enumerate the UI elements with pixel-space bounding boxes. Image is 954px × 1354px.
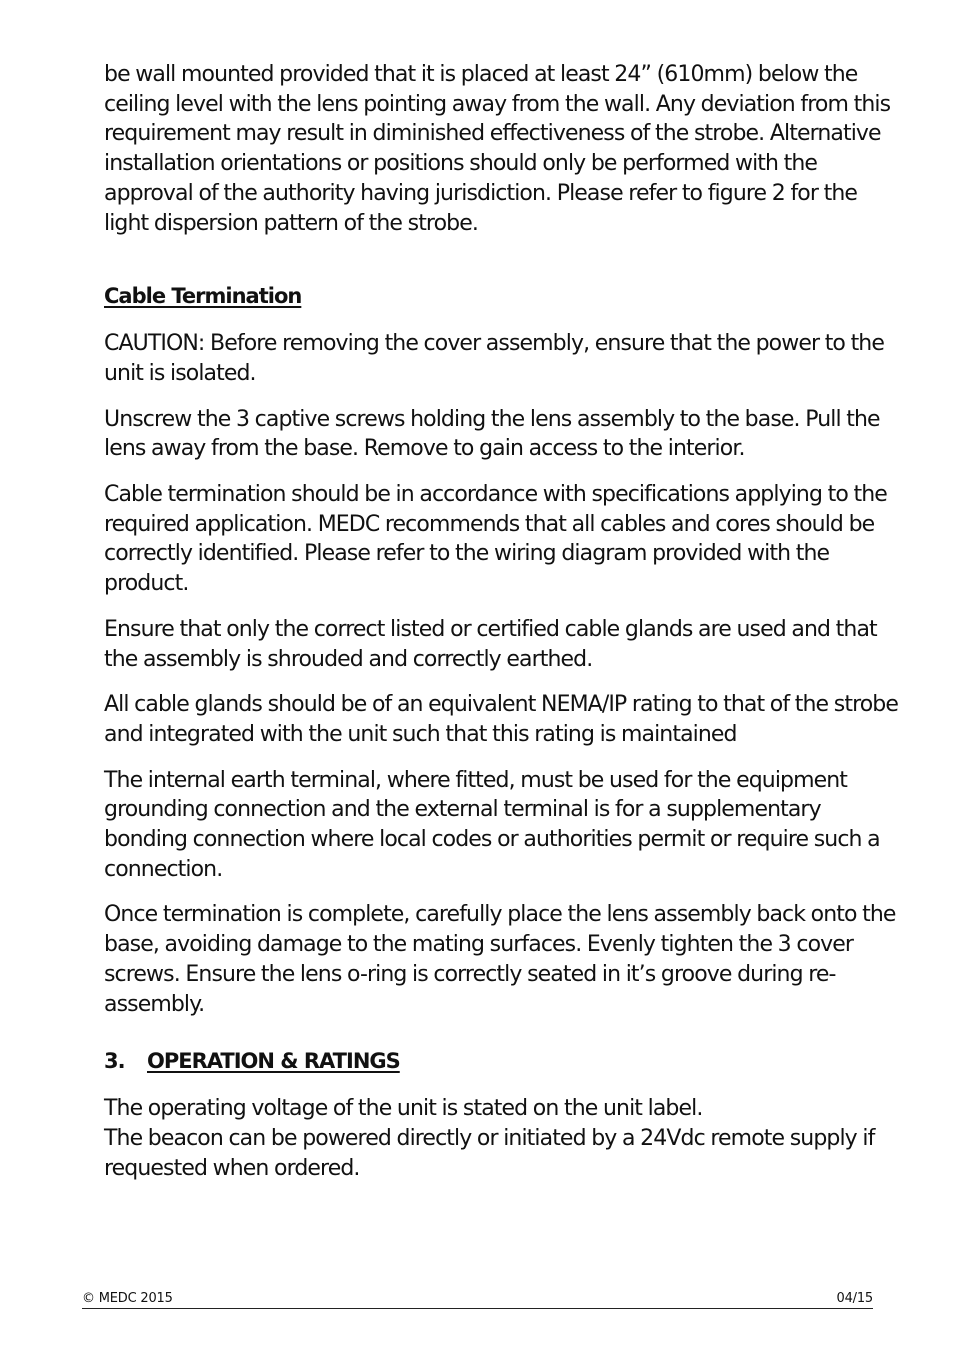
unscrew-paragraph: Unscrew the 3 captive screws holding the lens assembly to the base. Pull the lens away from the base. Remove to gain access to the interior. [104, 406, 880, 462]
document-page [104, 60, 904, 1199]
earth-terminal-paragraph: The internal earth terminal, where fitted, must be used for the equipment grounding connection and the external terminal is for a supplementary bonding connection where local codes or authorities permit or require such a connection. [104, 767, 880, 882]
specifications-paragraph: Cable termination should be in accordance with specifications applying to the required application. MEDC recommends that all cables and cores should be correctly identified. Please refer to the wiring diagram provided with the product. [104, 482, 887, 597]
nema-rating-paragraph: All cable glands should be of an equivalent NEMA/IP rating to that of the strobe and integrated with the unit such that this rating is maintained [104, 692, 898, 747]
cable-glands-paragraph: Ensure that only the correct listed or certified cable glands are used and that the assembly is shrouded and correctly earthed. [104, 616, 877, 672]
operation-ratings-heading [104, 1047, 904, 1076]
intro-paragraph: be wall mounted provided that it is placed at least 24” (610mm) below the ceiling level with the lens pointing away from the wall. Any deviation from this requirement may result in diminished effectiveness of the strobe. Alternative installation orientations or positions should only be performed with the approval of the authority having jurisdiction. Please refer to figure 2 for the light dispersion pattern of the strobe. [104, 62, 891, 236]
cable-termination-heading [104, 282, 904, 311]
section-number: 3. [104, 1049, 125, 1074]
reassembly-paragraph: Once termination is complete, carefully place the lens assembly back onto the base, avoiding damage to the mating surfaces. Evenly tighten the 3 cover screws. Ensure the lens o-ring is correctly seated in it’s groove during re-assembly. [104, 902, 896, 1017]
cable-termination-heading-text: Cable Termination [104, 284, 302, 309]
operating-voltage-line: The operating voltage of the unit is stated on the unit label. [104, 1096, 703, 1122]
caution-paragraph: CAUTION: Before removing the cover assembly, ensure that the power to the unit is isolated. [104, 331, 884, 386]
footer-copyright: © MEDC 2015 [82, 1291, 173, 1306]
beacon-power-line: The beacon can be powered directly or initiated by a 24Vdc remote supply if requested when ordered. [104, 1125, 875, 1181]
operation-ratings-heading-text: OPERATION & RATINGS [147, 1049, 400, 1074]
page-footer [82, 1290, 873, 1309]
footer-date-code: 04/15 [836, 1291, 873, 1306]
operating-voltage-paragraph [104, 1094, 904, 1183]
